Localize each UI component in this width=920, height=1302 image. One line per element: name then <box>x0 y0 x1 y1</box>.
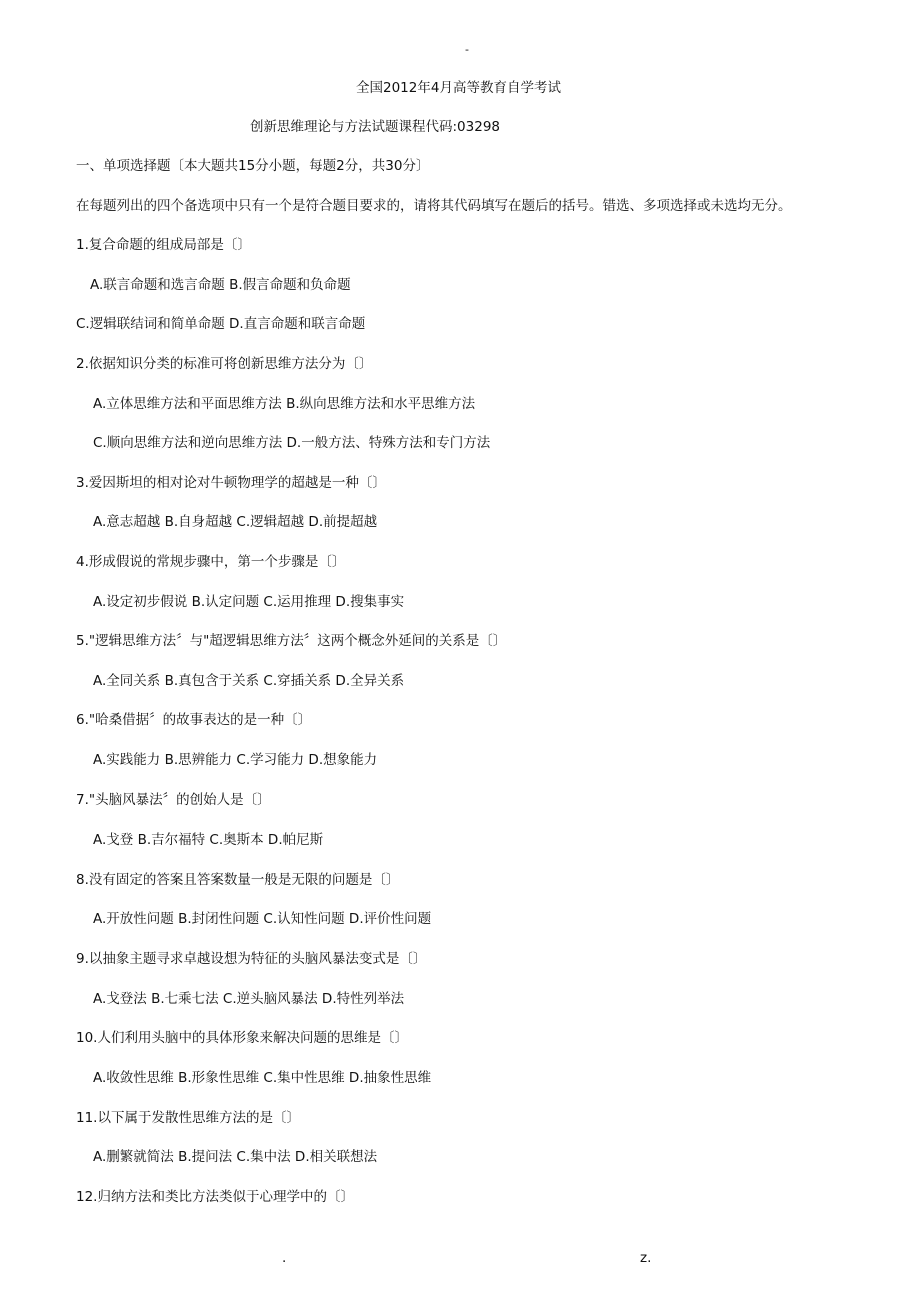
question-options: A.实践能力 B.思辨能力 C.学习能力 D.想象能力 <box>93 752 378 768</box>
question-options: A.开放性问题 B.封闭性问题 C.认知性问题 D.评价性问题 <box>93 911 432 927</box>
question-options: A.戈登 B.吉尔福特 C.奥斯本 D.帕尼斯 <box>93 832 324 848</box>
question-options: A.联言命题和选言命题 B.假言命题和负命题 <box>90 277 351 293</box>
question-stem: 10.人们利用头脑中的具体形象来解决问题的思维是〔〕 <box>76 1030 408 1046</box>
question-stem: 2.依据知识分类的标准可将创新思维方法分为〔〕 <box>76 356 373 372</box>
question-options: A.全同关系 B.真包含于关系 C.穿插关系 D.全异关系 <box>93 673 405 689</box>
question-stem: 5."逻辑思维方法〞与"超逻辑思维方法〞这两个概念外延间的关系是〔〕 <box>76 633 507 649</box>
question-options: A.设定初步假说 B.认定问题 C.运用推理 D.搜集事实 <box>93 594 405 610</box>
question-stem: 1.复合命题的组成局部是〔〕 <box>76 237 251 253</box>
question-options: A.立体思维方法和平面思维方法 B.纵向思维方法和水平思维方法 <box>93 396 476 412</box>
question-stem: 7."头脑风暴法〞的创始人是〔〕 <box>76 792 271 808</box>
question-stem: 8.没有固定的答案且答案数量一般是无限的问题是〔〕 <box>76 872 400 888</box>
section-instructions: 在每题列出的四个备选项中只有一个是符合题目要求的，请将其代码填写在题后的括号。错选、多项选择或未选均无分。 <box>76 198 792 214</box>
question-stem: 12.归纳方法和类比方法类似于心理学中的〔〕 <box>76 1189 354 1205</box>
question-options: C.顺向思维方法和逆向思维方法 D.一般方法、特殊方法和专门方法 <box>93 435 491 451</box>
section-heading: 一、单项选择题〔本大题共15分小题，每题2分，共30分〕 <box>76 158 430 174</box>
header-top-mark: - <box>465 43 469 56</box>
question-options: A.戈登法 B.七乘七法 C.逆头脑风暴法 D.特性列举法 <box>93 991 405 1007</box>
question-options: A.意志超越 B.自身超越 C.逻辑超越 D.前提超越 <box>93 514 378 530</box>
question-stem: 3.爱因斯坦的相对论对牛顿物理学的超越是一种〔〕 <box>76 475 386 491</box>
question-stem: 4.形成假说的常规步骤中，第一个步骤是〔〕 <box>76 554 346 570</box>
exam-subtitle: 创新思维理论与方法试题课程代码:03298 <box>250 119 500 135</box>
exam-title: 全国2012年4月高等教育自学考试 <box>356 80 561 96</box>
question-stem: 9.以抽象主题寻求卓越设想为特征的头脑风暴法变式是〔〕 <box>76 951 427 967</box>
question-stem: 11.以下属于发散性思维方法的是〔〕 <box>76 1110 300 1126</box>
question-options: A.收敛性思维 B.形象性思维 C.集中性思维 D.抽象性思维 <box>93 1070 432 1086</box>
question-options: C.逻辑联结词和简单命题 D.直言命题和联言命题 <box>76 316 366 332</box>
question-stem: 6."哈桑借据〞的故事表达的是一种〔〕 <box>76 712 312 728</box>
question-options: A.删繁就简法 B.提问法 C.集中法 D.相关联想法 <box>93 1149 378 1165</box>
footer-left-mark: . <box>282 1250 287 1266</box>
footer-right-mark: z. <box>640 1250 652 1266</box>
